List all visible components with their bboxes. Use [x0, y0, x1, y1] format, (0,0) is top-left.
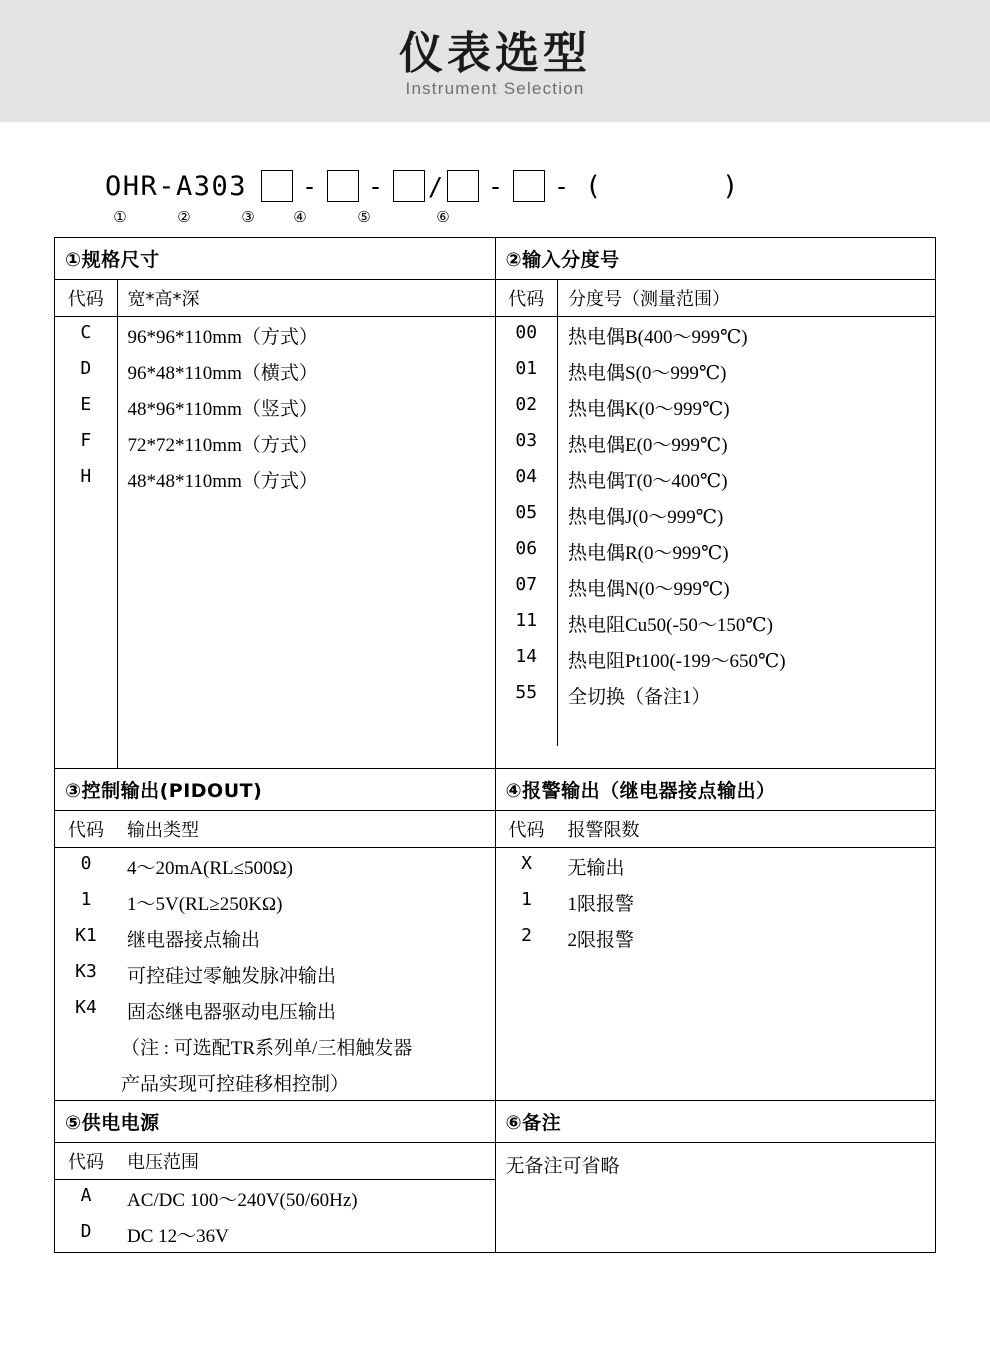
- row-code: 05: [496, 497, 558, 533]
- spacer-cell-left: [55, 497, 117, 768]
- table-row: [496, 641, 936, 677]
- row-code: D: [55, 353, 117, 389]
- table-row: [55, 920, 495, 956]
- section-4-title: ④报警输出（继电器接点输出）: [505, 780, 776, 802]
- code-box-5[interactable]: [513, 170, 545, 202]
- section-5-header-row: [55, 1143, 495, 1180]
- page-subtitle: Instrument Selection: [405, 79, 585, 99]
- section-body-row-1: [55, 280, 936, 769]
- row-desc: 热电阻Cu50(-50～150℃): [568, 614, 773, 636]
- row-desc: 固态继电器驱动电压输出: [127, 1001, 337, 1023]
- row-code: 11: [496, 605, 558, 641]
- row-code: C: [55, 317, 117, 354]
- table-row: [496, 425, 936, 461]
- section-6-title-cell: [495, 1101, 936, 1143]
- row-code: D: [80, 1220, 92, 1242]
- row-desc: 热电偶B(400～999℃): [568, 326, 748, 348]
- model-code-row: [30, 170, 960, 202]
- table-row: [55, 461, 495, 497]
- row-code: K3: [75, 960, 97, 982]
- table-row: [496, 884, 936, 920]
- section-1-body-cell: [55, 280, 496, 769]
- section-2-code-header: 代码: [496, 280, 558, 317]
- row-code: 03: [496, 425, 558, 461]
- row-code: X: [521, 852, 532, 874]
- section-1-table: [55, 280, 495, 768]
- row-code: 06: [496, 533, 558, 569]
- section-4-header-row: [496, 811, 936, 848]
- row-desc: 72*72*110mm（方式）: [127, 434, 318, 456]
- marker-5: ⑤: [357, 208, 371, 226]
- row-desc: DC 12～36V: [127, 1225, 229, 1247]
- section-1-title: ①规格尺寸: [65, 249, 160, 271]
- section-5-code-header: 代码: [55, 1143, 117, 1180]
- table-row: [496, 605, 936, 641]
- table-row: [55, 425, 495, 461]
- separator-1: -: [302, 171, 319, 201]
- spacer-cell-left: [496, 713, 558, 746]
- section-3-table: [55, 811, 495, 1100]
- table-row: [55, 956, 495, 992]
- section-1-desc-header: 宽*高*深: [117, 280, 495, 317]
- section-6-title: ⑥备注: [505, 1112, 562, 1134]
- selection-table: [54, 237, 936, 1253]
- table-row: [496, 389, 936, 425]
- section-4-table: [496, 811, 936, 1099]
- row-desc: 热电偶J(0～999℃): [568, 506, 724, 528]
- spacer-cell-right: [558, 956, 936, 1099]
- page-header: [0, 0, 990, 122]
- row-code: K4: [75, 996, 97, 1018]
- spacer-row: [496, 713, 936, 746]
- section-5-title-cell: [55, 1101, 496, 1143]
- section-2-header-row: [496, 280, 936, 317]
- row-desc: AC/DC 100～240V(50/60Hz): [127, 1189, 358, 1211]
- row-code: A: [80, 1184, 92, 1206]
- code-box-4[interactable]: [447, 170, 479, 202]
- table-row: [496, 848, 936, 885]
- section-5-desc-header: 电压范围: [117, 1143, 495, 1180]
- table-row: [55, 389, 495, 425]
- section-3-title: ③控制输出(PIDOUT): [65, 780, 263, 802]
- table-row: [55, 1180, 495, 1217]
- table-row: [55, 317, 495, 354]
- row-code: 1: [80, 888, 92, 910]
- section-title-row-2: [55, 769, 936, 811]
- row-desc: 2限报警: [567, 929, 635, 951]
- section-1-header-row: [55, 280, 495, 317]
- row-desc: 无输出: [567, 857, 625, 879]
- section-2-title-cell: [495, 238, 936, 280]
- marker-2: ②: [177, 208, 191, 226]
- model-code-area: [30, 122, 960, 237]
- section-title-row-3: [55, 1101, 936, 1143]
- marker-4: ④: [293, 208, 307, 226]
- section-5-body-cell: [55, 1143, 496, 1253]
- section-3-note-line-2: 产品实现可控硅移相控制）: [121, 1073, 350, 1095]
- row-code: 0: [80, 852, 92, 874]
- section-2-body-cell: [495, 280, 936, 769]
- page-title: 仪表选型: [399, 27, 591, 79]
- row-code: 55: [496, 677, 558, 713]
- row-desc: 热电阻Pt100(-199～650℃): [568, 650, 786, 672]
- spacer-cell-left: [496, 956, 558, 1099]
- row-desc: 96*96*110mm（方式）: [127, 326, 318, 348]
- section-3-body-cell: [55, 811, 496, 1101]
- spacer-row: [496, 956, 936, 1099]
- table-row: [496, 569, 936, 605]
- note-row: [55, 1028, 495, 1064]
- row-desc: 48*96*110mm（竖式）: [127, 398, 318, 420]
- section-2-desc-header: 分度号（测量范围）: [558, 280, 936, 317]
- section-3-desc-header: 输出类型: [117, 811, 495, 848]
- row-code: 1: [521, 888, 532, 910]
- row-code: 01: [496, 353, 558, 389]
- row-desc: 1～5V(RL≥250KΩ): [127, 893, 283, 915]
- spacer-row: [55, 497, 495, 768]
- section-6-body: 无备注可省略: [505, 1156, 620, 1177]
- row-code: 14: [496, 641, 558, 677]
- spacer-cell-right: [558, 713, 936, 746]
- row-code: K1: [75, 924, 97, 946]
- separator-2: -: [368, 171, 385, 201]
- row-code: 07: [496, 569, 558, 605]
- marker-3: ③: [241, 208, 255, 226]
- code-box-1[interactable]: [261, 170, 293, 202]
- table-row: [496, 353, 936, 389]
- row-desc: 48*48*110mm（方式）: [127, 470, 318, 492]
- row-desc: 可控硅过零触发脉冲输出: [127, 965, 337, 987]
- table-row: [496, 497, 936, 533]
- separator-4: -: [488, 171, 505, 201]
- section-3-header-row: [55, 811, 495, 848]
- section-4-title-cell: [495, 769, 936, 811]
- section-2-title: ②输入分度号: [505, 249, 620, 271]
- section-1-code-header: 代码: [55, 280, 117, 317]
- remark-parenthesis[interactable]: ( ): [585, 170, 757, 202]
- table-row: [55, 848, 495, 885]
- row-code: E: [55, 389, 117, 425]
- row-code: 04: [496, 461, 558, 497]
- separator-5: -: [554, 171, 571, 201]
- row-desc: 热电偶E(0～999℃): [568, 434, 728, 456]
- section-4-body-cell: [495, 811, 936, 1101]
- section-3-title-cell: [55, 769, 496, 811]
- section-5-table: [55, 1143, 495, 1252]
- section-1-title-cell: [55, 238, 496, 280]
- section-5-title: ⑤供电电源: [65, 1112, 160, 1134]
- row-desc: 1限报警: [567, 893, 635, 915]
- section-4-code-header: 代码: [496, 811, 558, 848]
- row-code: 00: [496, 317, 558, 354]
- row-desc: 热电偶N(0～999℃): [568, 578, 730, 600]
- table-row: [496, 677, 936, 713]
- row-code: 02: [496, 389, 558, 425]
- marker-1: ①: [113, 208, 127, 226]
- table-row: [496, 317, 936, 354]
- table-row: [55, 992, 495, 1028]
- section-3-code-header: 代码: [55, 811, 117, 848]
- section-body-row-2: [55, 811, 936, 1101]
- code-box-2[interactable]: [327, 170, 359, 202]
- section-3-note-line-1: （注 : 可选配TR系列单/三相触发器: [121, 1037, 413, 1059]
- row-desc: 热电偶R(0～999℃): [568, 542, 729, 564]
- note-row: [55, 1064, 495, 1100]
- table-row: [55, 884, 495, 920]
- table-row: [55, 1216, 495, 1252]
- row-desc: 热电偶S(0～999℃): [568, 362, 727, 384]
- row-code: F: [55, 425, 117, 461]
- section-6-body-cell: [495, 1143, 936, 1253]
- model-marker-row: [30, 208, 960, 226]
- section-title-row-1: [55, 238, 936, 280]
- section-body-row-3: [55, 1143, 936, 1253]
- row-desc: 全切换（备注1）: [568, 686, 711, 708]
- marker-6: ⑥: [436, 208, 450, 226]
- table-row: [496, 533, 936, 569]
- row-desc: 继电器接点输出: [127, 929, 261, 951]
- code-box-3[interactable]: [393, 170, 425, 202]
- row-desc: 热电偶K(0～999℃): [568, 398, 730, 420]
- table-row: [496, 920, 936, 956]
- row-desc: 4～20mA(RL≤500Ω): [127, 857, 293, 879]
- table-row: [55, 353, 495, 389]
- section-4-desc-header: 报警限数: [558, 811, 936, 848]
- separator-3: /: [428, 171, 445, 201]
- row-desc: 96*48*110mm（横式）: [127, 362, 318, 384]
- table-row: [496, 461, 936, 497]
- row-code: 2: [521, 924, 532, 946]
- model-name: OHR-A303: [105, 170, 248, 202]
- section-2-table: [496, 280, 936, 746]
- spacer-cell-right: [117, 497, 495, 768]
- row-desc: 热电偶T(0～400℃): [568, 470, 728, 492]
- row-code: H: [55, 461, 117, 497]
